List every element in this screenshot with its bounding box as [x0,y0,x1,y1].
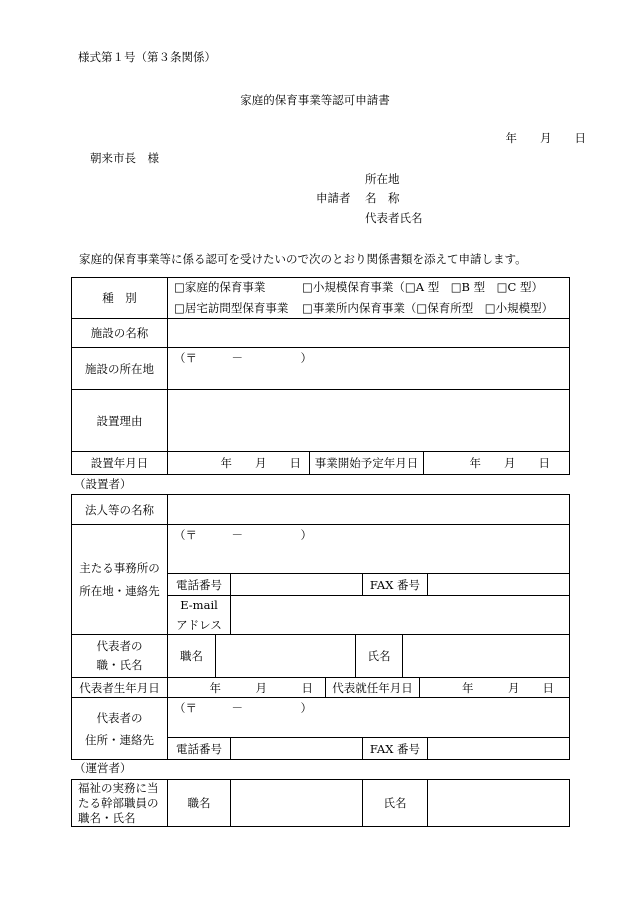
facility-kind-label: 種 別 [71,277,168,319]
representative-label-lines [97,637,143,675]
representative-birth-field [167,677,326,698]
representative-address-label-line: 代表者の [96,710,143,725]
main-office-label-line: 所在地・連絡先 [79,583,160,598]
representative-post-label: 職名 [167,634,216,678]
main-office-email-label [167,595,231,635]
executive-staff-label-line: 職名・氏名 [78,810,136,825]
executive-post-field [230,779,363,827]
representative-address-label [71,697,168,760]
executive-post-label: 職名 [167,779,231,827]
founder-section-label: （設置者） [74,477,132,491]
applicant-address-label: 所在地 [365,172,400,186]
operator-section-label: （運営者） [74,761,132,775]
representative-appointed-field [419,677,570,698]
birth-date-placeholder: 年 月 日 [209,680,313,695]
applicant-name-label: 名 称 [365,191,400,205]
representative-appointed-label: 代表就任年月日 [325,677,420,698]
main-office-address-field [167,524,570,574]
established-date-field [167,451,310,475]
facility-kind-options [167,277,570,319]
representative-name-label: 氏名 [355,634,403,678]
representative-fax-label: FAX 番号 [362,737,428,760]
kind-option-home-based: □家庭的保育事業 [174,280,266,294]
form-number: 様式第１号（第３条関係） [78,50,216,64]
representative-label-line: 代表者の [96,639,143,653]
facility-address-field [167,347,570,390]
representative-tel-field [230,737,363,760]
kind-option-home-visit: □居宅訪問型保育事業 [174,301,289,315]
representative-address-field [167,697,570,738]
document-title: 家庭的保育事業等認可申請書 [240,93,390,107]
executive-staff-label-lines [78,781,159,826]
main-office-label-lines [79,557,160,603]
representative-label-line: 職・氏名 [96,658,143,672]
representative-fax-field [427,737,570,760]
appointed-date-placeholder: 年 月 日 [462,680,554,695]
email-label-lines [176,595,222,635]
kind-option-workplace: □事業所内保育事業（□保育所型 □小規模型） [302,301,554,315]
executive-name-field [427,779,570,827]
main-office-postal-code: （〒 － ） [174,528,312,542]
intro-statement: 家庭的保育事業等に係る認可を受けたいので次のとおり関係書類を添えて申請します。 [79,252,527,266]
main-office-fax-label: FAX 番号 [362,573,428,596]
main-office-label-line: 主たる事務所の [79,560,160,575]
establishment-reason-label: 設置理由 [71,389,168,452]
executive-staff-label-line: たる幹部職員の [78,795,159,810]
corporation-name-label: 法人等の名称 [71,494,168,525]
kind-options-grid [174,277,553,319]
applicant-representative-label: 代表者氏名 [365,211,423,225]
representative-tel-label: 電話番号 [167,737,231,760]
operator-table [71,779,570,827]
email-label-line: アドレス [176,618,222,632]
start-date-label: 事業開始予定年月日 [309,451,424,475]
application-date: 年 月 日 [505,131,586,145]
email-label-line: E-mail [180,598,218,612]
main-office-tel-label: 電話番号 [167,573,231,596]
main-office-label [71,524,168,635]
representative-postal-code: （〒 － ） [174,701,312,715]
facility-postal-code: （〒 － ） [174,351,312,365]
representative-post-field [215,634,356,678]
applicant-prefix: 申請者 [316,191,351,205]
start-date-placeholder: 年 月 日 [469,456,550,470]
facility-table [71,277,570,475]
facility-name-field [167,318,570,348]
facility-address-label: 施設の所在地 [71,347,168,390]
established-date-placeholder: 年 月 日 [220,456,301,470]
representative-address-label-line: 住所・連絡先 [85,732,154,747]
establishment-reason-field [167,389,570,452]
corporation-name-field [167,494,570,525]
representative-title-name-label [71,634,168,678]
established-date-label: 設置年月日 [71,451,168,475]
executive-staff-label [71,779,168,827]
start-date-field [423,451,570,475]
executive-staff-label-line: 福祉の実務に当 [78,780,159,795]
representative-name-field [402,634,570,678]
executive-name-label: 氏名 [362,779,428,827]
main-office-fax-field [427,573,570,596]
main-office-email-field [230,595,570,635]
kind-option-small-scale: □小規模保育事業（□A 型 □B 型 □C 型） [302,280,543,294]
founder-table [71,494,570,760]
facility-name-label: 施設の名称 [71,318,168,348]
representative-address-label-lines [85,707,154,751]
main-office-tel-field [230,573,363,596]
addressee: 朝来市長 様 [90,151,159,165]
representative-birth-label: 代表者生年月日 [71,677,168,698]
